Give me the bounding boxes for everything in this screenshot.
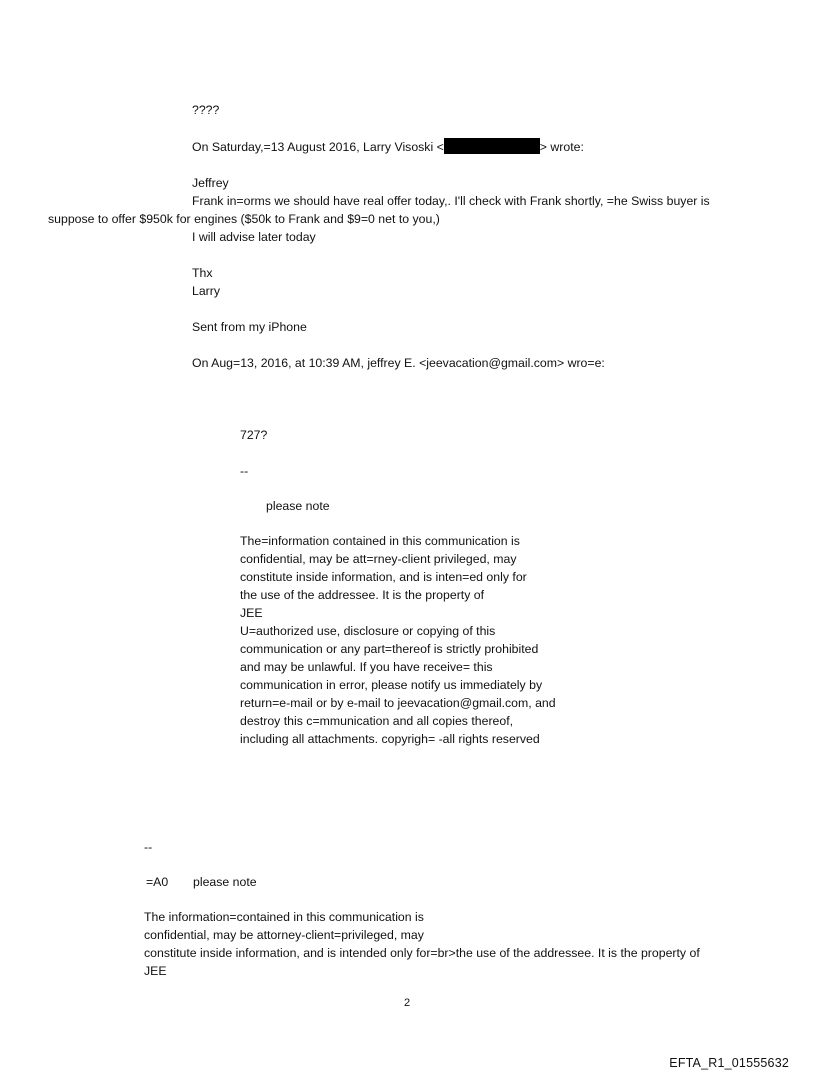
disclaimer-line: the use of the addressee. It is the property of <box>240 588 485 602</box>
question-text: 727? <box>240 428 268 442</box>
quote-header-prefix: On Saturday,=13 August 2016, Larry Visoski < <box>192 140 444 154</box>
disclaimer-line: destroy this c=mmunication and all copies thereof, <box>240 714 514 728</box>
quote-header-suffix: > wrote: <box>539 140 584 154</box>
disclaimer-line: confidential, may be att=rney-client privileged, may <box>240 552 517 566</box>
disclaimer-line: The=information contained in this communication is <box>240 534 520 548</box>
body-line-1: Frank in=orms we should have real offer today,. I'll check with Frank shortly, =he Swiss buyer is <box>192 194 710 208</box>
disclaimer-line: communication or any part=thereof is strictly prohibited <box>240 642 539 656</box>
footer-note-label: please note <box>193 875 257 889</box>
quote-header-jeffrey: On Aug=13, 2016, at 10:39 AM, jeffrey E. <jeevacation@gmail.com> wro=e: <box>192 356 605 370</box>
reply-text: ???? <box>192 103 220 117</box>
footer-separator: -- <box>144 840 153 854</box>
disclaimer-line: constitute inside information, and is inten=ed only for <box>240 570 527 584</box>
disclaimer-line: JEE <box>240 606 263 620</box>
redaction-block <box>444 138 540 154</box>
document-id: EFTA_R1_01555632 <box>669 1056 789 1070</box>
signature-name: Larry <box>192 284 221 298</box>
footer-note-prefix: =A0 <box>146 875 169 889</box>
greeting: Jeffrey <box>192 176 229 190</box>
note-label: please note <box>266 499 330 513</box>
disclaimer-line: and may be unlawful. If you have receive= this <box>240 660 493 674</box>
closing: Thx <box>192 266 213 280</box>
sent-from: Sent from my iPhone <box>192 320 307 334</box>
footer-disclaimer-line: JEE <box>144 964 167 978</box>
disclaimer-line: including all attachments. copyrigh= -all rights reserved <box>240 732 540 746</box>
disclaimer-line: communication in error, please notify us immediately by <box>240 678 543 692</box>
disclaimer-line: return=e-mail or by e-mail to jeevacation@gmail.com, and <box>240 696 556 710</box>
quote-header-larry <box>192 138 584 156</box>
page-number: 2 <box>404 997 411 1009</box>
footer-disclaimer-line: constitute inside information, and is intended only for=br>the use of the addressee. It is the property of <box>144 946 700 960</box>
separator: -- <box>240 464 249 478</box>
footer-disclaimer-line: The information=contained in this communication is <box>144 910 424 924</box>
body-line-3: I will advise later today <box>192 230 316 244</box>
body-line-2: suppose to offer $950k for engines ($50k to Frank and $9=0 net to you,) <box>48 212 440 226</box>
disclaimer-line: U=authorized use, disclosure or copying of this <box>240 624 496 638</box>
footer-disclaimer-line: confidential, may be attorney-client=privileged, may <box>144 928 424 942</box>
